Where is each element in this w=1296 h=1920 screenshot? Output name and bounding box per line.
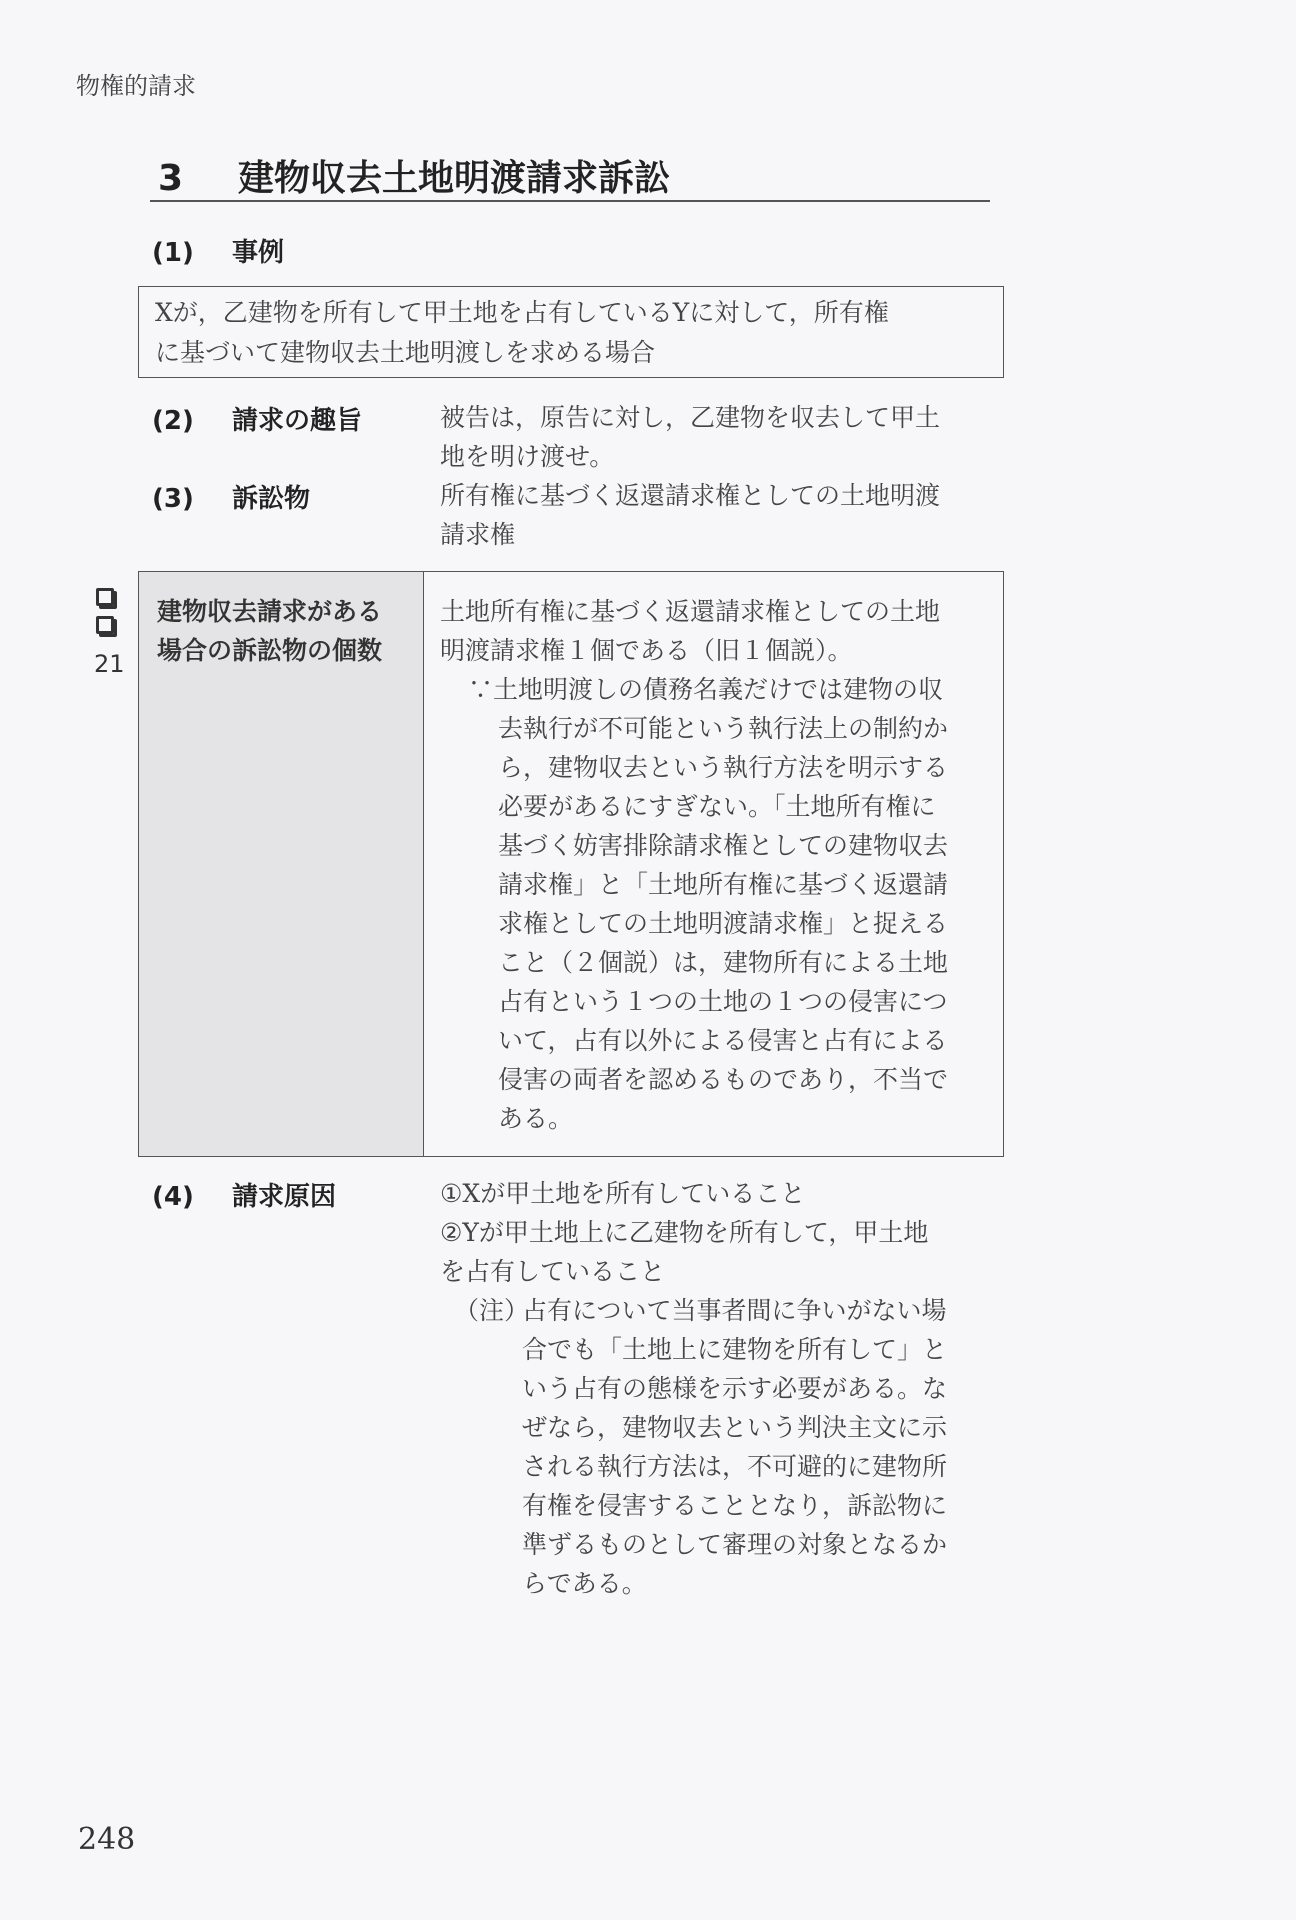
checkbox-icon[interactable] bbox=[96, 616, 114, 634]
cause-item: ①Xが甲土地を所有していること bbox=[440, 1179, 806, 1208]
reason-line: 去執行が不可能という執行法上の制約か bbox=[498, 714, 949, 743]
table-label-line: 建物収去請求がある bbox=[157, 597, 383, 626]
heading-subject bbox=[152, 478, 310, 515]
note-line: される執行方法は，不可避的に建物所 bbox=[522, 1452, 948, 1481]
reason-line: ある。 bbox=[498, 1104, 574, 1133]
subject-text bbox=[440, 476, 1000, 554]
table-main-line: 土地所有権に基づく返還請求権としての土地 bbox=[440, 597, 941, 626]
note-line: 占有について当事者間に争いがない場 bbox=[522, 1296, 947, 1325]
table-label-cell bbox=[139, 572, 424, 1156]
note-body bbox=[522, 1291, 947, 1603]
purpose-text bbox=[440, 398, 1000, 476]
reason-line: 占有という１つの土地の１つの侵害につ bbox=[498, 987, 948, 1016]
note-label: （注） bbox=[454, 1296, 530, 1325]
cause-note bbox=[454, 1291, 1000, 1603]
subject-line: 請求権 bbox=[440, 520, 516, 549]
note-line: らである。 bbox=[522, 1569, 647, 1598]
heading-subject-label: 訴訟物 bbox=[232, 484, 311, 514]
reason-line: ら，建物収去という執行方法を明示する bbox=[498, 753, 949, 782]
reason-line: 求権としての土地明渡請求権」と捉える bbox=[498, 909, 949, 938]
heading-cause-number: (4) bbox=[152, 1182, 194, 1212]
heading-purpose bbox=[152, 400, 362, 437]
reason-line: こと（２個説）は，建物所有による土地 bbox=[498, 948, 949, 977]
table-label-line: 場合の訴訟物の個数 bbox=[157, 636, 383, 665]
note-line: 準ずるものとして審理の対象となるか bbox=[522, 1530, 948, 1559]
heading-purpose-label: 請求の趣旨 bbox=[232, 406, 363, 436]
section-title-text: 建物収去土地明渡請求訴訟 bbox=[238, 158, 671, 199]
subject-count-table bbox=[138, 571, 1004, 1157]
section-number: 3 bbox=[158, 158, 184, 199]
case-box bbox=[138, 286, 1004, 378]
heading-case-number: (1) bbox=[152, 238, 194, 268]
note-line: 有権を侵害することとなり，訴訟物に bbox=[522, 1491, 948, 1520]
heading-cause bbox=[152, 1176, 336, 1213]
cause-text bbox=[440, 1174, 1000, 1603]
note-line: ぜなら，建物収去という判決主文に示 bbox=[522, 1413, 948, 1442]
cause-item: を占有していること bbox=[440, 1257, 666, 1286]
heading-purpose-number: (2) bbox=[152, 406, 194, 436]
note-line: 合でも「土地上に建物を所有して」と bbox=[522, 1335, 948, 1364]
heading-cause-label: 請求原因 bbox=[232, 1182, 337, 1212]
case-line: Xが，乙建物を所有して甲土地を占有しているYに対して，所有権 bbox=[155, 298, 889, 327]
reason-line: 必要があるにすぎない。「土地所有権に bbox=[498, 792, 936, 821]
heading-subject-number: (3) bbox=[152, 484, 194, 514]
heading-case-label: 事例 bbox=[232, 238, 285, 268]
review-checkboxes bbox=[96, 588, 120, 644]
reason-line: いて，占有以外による侵害と占有による bbox=[498, 1026, 948, 1055]
subject-line: 所有権に基づく返還請求権としての土地明渡 bbox=[440, 481, 941, 510]
reason-line: 請求権」と「土地所有権に基づく返還請 bbox=[498, 870, 949, 899]
heading-case bbox=[152, 232, 284, 269]
case-line: に基づいて建物収去土地明渡しを求める場合 bbox=[155, 338, 656, 367]
purpose-line: 地を明け渡せ。 bbox=[440, 442, 615, 471]
cause-item: ②Yが甲土地上に乙建物を所有して，甲土地 bbox=[440, 1218, 929, 1247]
margin-number: 21 bbox=[94, 650, 125, 678]
section-title bbox=[150, 150, 990, 202]
reason-line: ∵土地明渡しの債務名義だけでは建物の収 bbox=[468, 675, 944, 704]
table-reason bbox=[440, 670, 989, 1138]
running-head: 物権的請求 bbox=[76, 72, 196, 100]
reason-line: 侵害の両者を認めるものであり，不当で bbox=[498, 1065, 949, 1094]
note-line: いう占有の態様を示す必要がある。な bbox=[522, 1374, 948, 1403]
table-content-cell bbox=[424, 572, 1003, 1156]
checkbox-icon[interactable] bbox=[96, 588, 114, 606]
reason-line: 基づく妨害排除請求権としての建物収去 bbox=[498, 831, 949, 860]
page-number: 248 bbox=[78, 1822, 136, 1857]
table-main-line: 明渡請求権１個である（旧１個説）。 bbox=[440, 636, 853, 665]
purpose-line: 被告は，原告に対し，乙建物を収去して甲土 bbox=[440, 403, 941, 432]
